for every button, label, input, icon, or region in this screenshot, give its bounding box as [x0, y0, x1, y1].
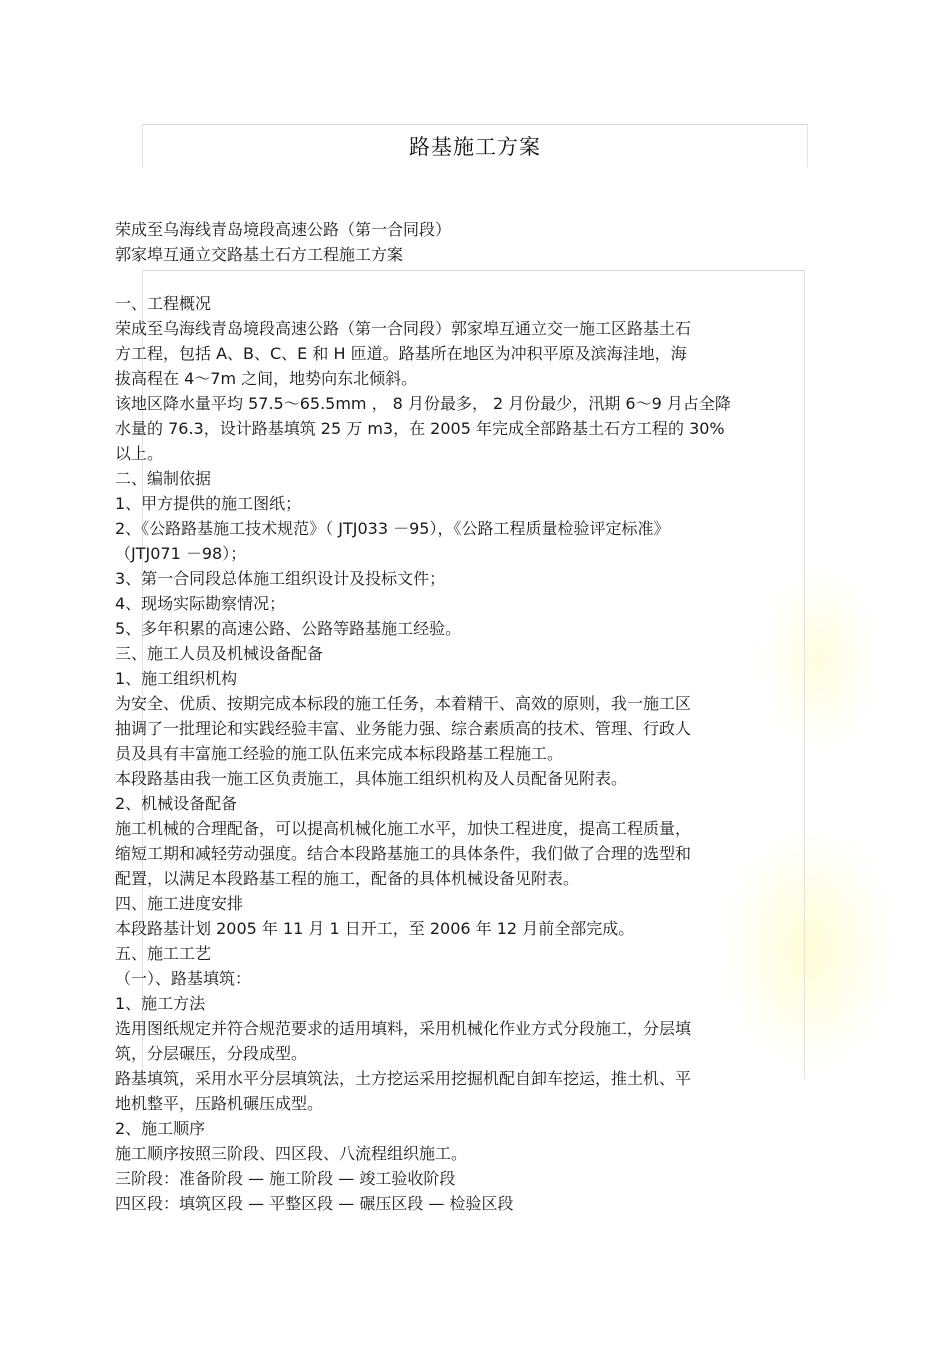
- body-line: 方工程，包括 A、B、C、E 和 H 匝道。路基所在地区为冲积平原及滨海洼地，海: [115, 344, 687, 363]
- document-title: 路基施工方案: [409, 135, 541, 159]
- body-line: 四区段：填筑区段 — 平整区段 — 碾压区段 — 检验区段: [115, 1194, 514, 1213]
- body-line: 以上。: [115, 444, 164, 463]
- body-line: 筑，分层碾压，分段成型。: [115, 1044, 308, 1063]
- body-line: 选用图纸规定并符合规范要求的适用填料，采用机械化作业方式分段施工，分层填: [115, 1019, 692, 1038]
- body-line: （一）、路基填筑：: [115, 969, 252, 988]
- body-line: 缩短工期和减轻劳动强度。结合本段路基施工的具体条件，我们做了合理的选型和: [115, 844, 692, 863]
- body-line: 配置，以满足本段路基工程的施工，配备的具体机械设备见附表。: [115, 869, 580, 888]
- body-line: 4、现场实际勘察情况；: [115, 594, 286, 613]
- body-line: 员及具有丰富施工经验的施工队伍来完成本标段路基工程施工。: [115, 744, 564, 763]
- body-line: 2、施工顺序: [115, 1119, 206, 1138]
- body-line: 本段路基由我一施工区负责施工，具体施工组织机构及人员配备见附表。: [115, 769, 628, 788]
- body-line: 一、工程概况: [115, 294, 212, 313]
- body-line: 3、第一合同段总体施工组织设计及投标文件；: [115, 569, 446, 588]
- body-line: 水量的 76.3，设计路基填筑 25 万 m3，在 2005 年完成全部路基土石方工程的 30%: [115, 419, 725, 438]
- body-line: 1、施工组织机构: [115, 669, 238, 688]
- body-line: 地机整平，压路机碾压成型。: [115, 1094, 324, 1113]
- body-line: 拔高程在 4～7m 之间，地势向东北倾斜。: [115, 369, 418, 388]
- body-line: 抽调了一批理论和实践经验丰富、业务能力强、综合素质高的技术、管理、行政人: [115, 719, 692, 738]
- body-line: 施工顺序按照三阶段、四区段、八流程组织施工。: [115, 1144, 468, 1163]
- body-line: （JTJ071 －98）；: [115, 544, 247, 563]
- body-line: 2、机械设备配备: [115, 794, 238, 813]
- title-box: [142, 124, 808, 167]
- content-frame: [142, 270, 805, 1079]
- body-line: 三、施工人员及机械设备配备: [115, 644, 324, 663]
- intro-line: 荣成至乌海线青岛境段高速公路（第一合同段）: [115, 220, 452, 239]
- body-line: 该地区降水量平均 57.5～65.5mm ， 8 月份最多， 2 月份最少，汛期 6～9 月占全降: [115, 394, 731, 413]
- body-line: 三阶段：准备阶段 — 施工阶段 — 竣工验收阶段: [115, 1169, 456, 1188]
- body-line: 本段路基计划 2005 年 11 月 1 日开工，至 2006 年 12 月前全部完成。: [115, 919, 635, 938]
- body-line: 路基填筑，采用水平分层填筑法，土方挖运采用挖掘机配自卸车挖运，推土机、平: [115, 1069, 692, 1088]
- body-line: 1、施工方法: [115, 994, 206, 1013]
- body-line: 二、编制依据: [115, 469, 212, 488]
- body-line: 5、多年积累的高速公路、公路等路基施工经验。: [115, 619, 462, 638]
- body-line: 1、甲方提供的施工图纸；: [115, 494, 302, 513]
- body-line: 荣成至乌海线青岛境段高速公路（第一合同段）郭家埠互通立交一施工区路基土石: [115, 319, 692, 338]
- body-line: 五、施工工艺: [115, 944, 212, 963]
- body-line: 四、施工进度安排: [115, 894, 244, 913]
- body-line: 施工机械的合理配备，可以提高机械化施工水平，加快工程进度，提高工程质量，: [115, 819, 692, 838]
- intro-line: 郭家埠互通立交路基土石方工程施工方案: [115, 245, 404, 264]
- body-line: 2、《公路路基施工技术规范》（ JTJ033 －95），《公路工程质量检验评定标准》: [115, 519, 670, 538]
- body-line: 为安全、优质、按期完成本标段的施工任务，本着精干、高效的原则，我一施工区: [115, 694, 692, 713]
